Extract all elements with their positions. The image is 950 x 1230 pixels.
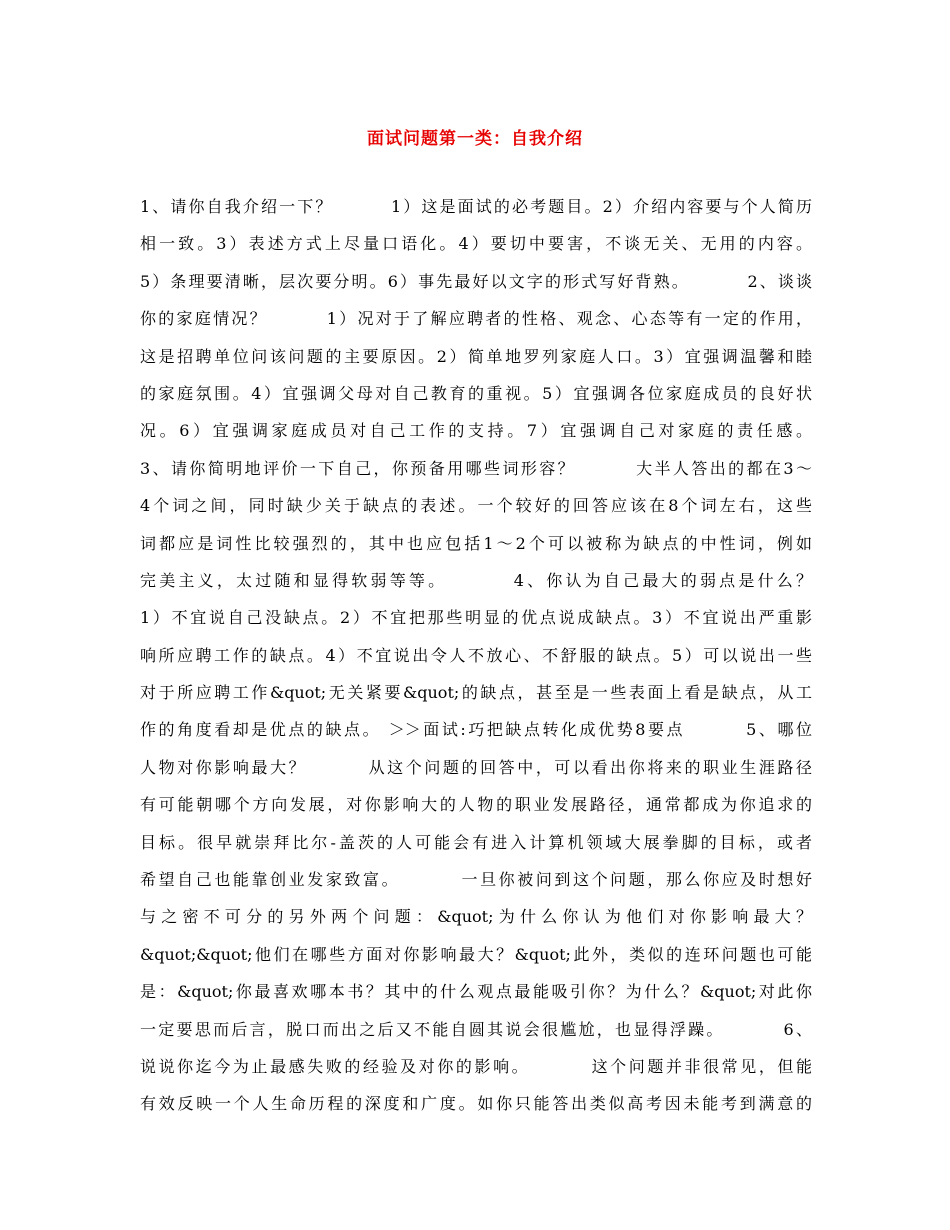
body-line: 相一致。3）表述方式上尽量口语化。4）要切中要害，不谈无关、无用的内容。: [140, 234, 812, 254]
body-line: 1）不宜说自己没缺点。2）不宜把那些明显的优点说成缺点。3）不宜说出严重影: [140, 608, 812, 628]
body-line: 词都应是词性比较强烈的，其中也应包括1～2个可以被称为缺点的中性词，例如: [140, 533, 812, 553]
body-line: 人物对你影响最大？ 从这个问题的回答中，可以看出你将来的职业生涯路径: [140, 757, 812, 777]
body-line: 对于所应聘工作&quot;无关紧要&quot;的缺点，甚至是一些表面上看是缺点，从工: [140, 683, 812, 703]
body-line: 有效反映一个人生命历程的深度和广度。如你只能答出类似高考因未能考到满意的: [140, 1094, 812, 1114]
body-line: 目标。很早就崇拜比尔-盖茨的人可能会有进入计算机领域大展拳脚的目标，或者: [140, 832, 812, 852]
body-line: 5）条理要清晰，层次要分明。6）事先最好以文字的形式写好背熟。 2、谈谈: [140, 271, 812, 291]
body-line: &quot;&quot;他们在哪些方面对你影响最大？&quot;此外，类似的连环问题也可能: [140, 944, 812, 964]
document-title: 面试问题第一类：自我介绍: [367, 129, 583, 149]
body-line: 说说你迄今为止最感失败的经验及对你的影响。 这个问题并非很常见，但能: [140, 1056, 812, 1076]
body-line: 你的家庭情况？ 1）况对于了解应聘者的性格、观念、心态等有一定的作用，: [140, 309, 812, 329]
body-line: 作的角度看却是优点的缺点。 ＞＞面试:巧把缺点转化成优势8要点 5、哪位: [140, 720, 812, 740]
body-line: 况。6）宜强调家庭成员对自己工作的支持。7）宜强调自己对家庭的责任感。: [140, 421, 812, 441]
body-line: 有可能朝哪个方向发展，对你影响大的人物的职业发展路径，通常都成为你追求的: [140, 795, 812, 815]
body-line: 响所应聘工作的缺点。4）不宜说出令人不放心、不舒服的缺点。5）可以说出一些: [140, 645, 812, 665]
body-line: 完美主义，太过随和显得软弱等等。 4、你认为自己最大的弱点是什么？: [140, 570, 812, 590]
body-line: 与之密不可分的另外两个问题：&quot;为什么你认为他们对你影响最大？: [140, 907, 812, 927]
body-line: 1、请你自我介绍一下？ 1）这是面试的必考题目。2）介绍内容要与个人简历: [140, 197, 812, 216]
body-line: 的家庭氛围。4）宜强调父母对自己教育的重视。5）宜强调各位家庭成员的良好状: [140, 383, 812, 403]
body-line: 4个词之间，同时缺少关于缺点的表述。一个较好的回答应该在8个词左右，这些: [140, 496, 812, 516]
document-body: [140, 188, 812, 1123]
body-line: 希望自己也能靠创业发家致富。 一旦你被问到这个问题，那么你应及时想好: [140, 870, 812, 890]
body-line: 一定要思而后言，脱口而出之后又不能自圆其说会很尴尬，也显得浮躁。 6、: [140, 1019, 812, 1039]
body-line: 这是招聘单位问该问题的主要原因。2）简单地罗列家庭人口。3）宜强调温馨和睦: [140, 346, 812, 366]
body-line: 是：&quot;你最喜欢哪本书？其中的什么观点最能吸引你？为什么？&quot;对此你: [140, 982, 812, 1002]
body-line: 3、请你简明地评价一下自己，你预备用哪些词形容？ 大半人答出的都在3～: [140, 458, 812, 478]
